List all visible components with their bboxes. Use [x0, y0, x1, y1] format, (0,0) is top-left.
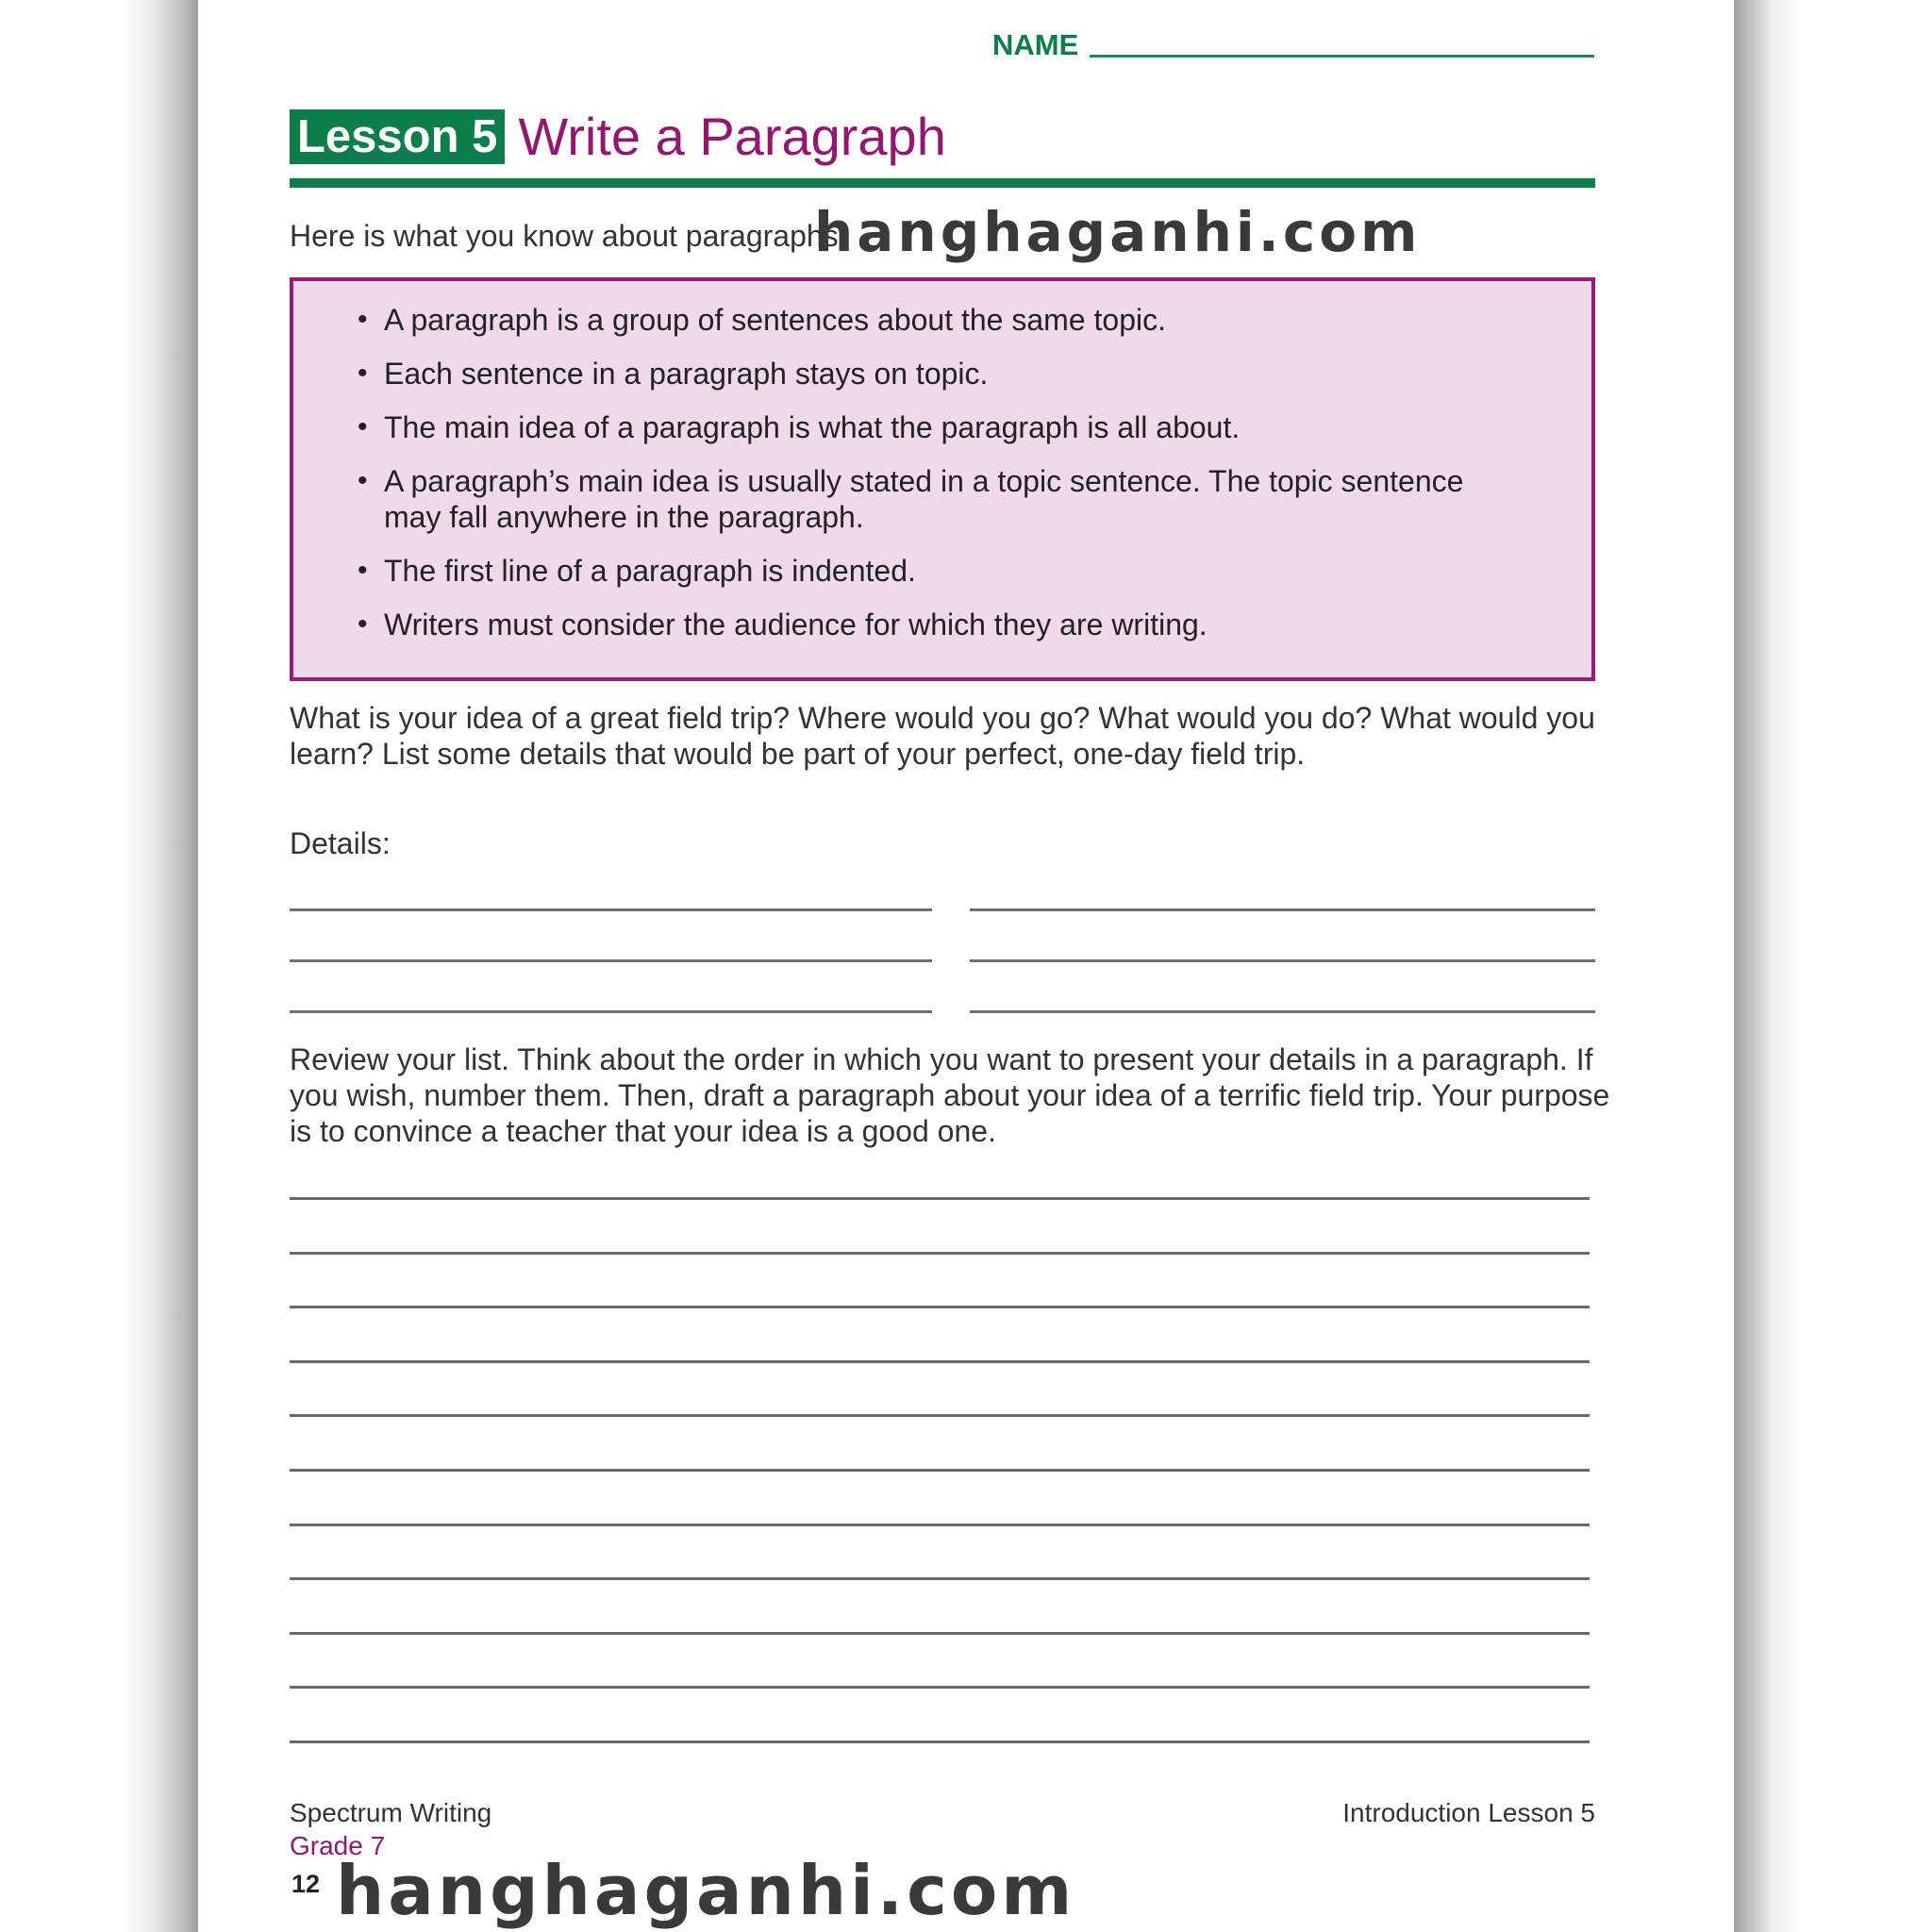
- watermark-bottom: hanghaganhi.com: [336, 1851, 1076, 1930]
- detail-write-line[interactable]: [970, 908, 1595, 911]
- paragraph-write-line[interactable]: [290, 1197, 1590, 1200]
- lesson-heading: [290, 109, 946, 164]
- paragraph-write-line[interactable]: [290, 1577, 1590, 1580]
- detail-write-line[interactable]: [970, 959, 1595, 962]
- detail-write-line[interactable]: [290, 959, 932, 962]
- paragraph-write-line[interactable]: [290, 1524, 1590, 1526]
- paragraph-write-line[interactable]: [290, 1740, 1590, 1743]
- watermark-top: hanghaganhi.com: [814, 200, 1422, 264]
- paragraph-write-line[interactable]: [290, 1252, 1590, 1255]
- name-write-line[interactable]: [1090, 55, 1594, 58]
- fact-item: • The first line of a paragraph is indented.: [358, 554, 916, 588]
- lesson-badge: Lesson 5: [290, 109, 505, 164]
- field-trip-prompt: What is your idea of a great field trip? Where would you go? What would you do? What would you learn? List some details that would be part of your perfect, one-day field trip.: [290, 701, 1595, 771]
- detail-write-line[interactable]: [970, 1010, 1595, 1013]
- page-number: 12: [291, 1870, 321, 1898]
- bullet-icon: •: [358, 358, 368, 389]
- page-shadow-left: [123, 0, 198, 1932]
- fact-item: • The main idea of a paragraph is what the paragraph is all about.: [358, 410, 1241, 444]
- paragraph-write-line[interactable]: [290, 1469, 1590, 1472]
- name-label: NAME: [992, 28, 1079, 61]
- detail-write-line[interactable]: [290, 908, 932, 911]
- paragraph-write-line[interactable]: [290, 1414, 1590, 1417]
- detail-write-line[interactable]: [290, 1010, 932, 1013]
- bullet-icon: •: [358, 608, 368, 640]
- title-divider: [290, 178, 1595, 188]
- paragraph-facts-list: [293, 281, 1591, 642]
- paragraph-write-line[interactable]: [290, 1632, 1590, 1635]
- fact-item: • Each sentence in a paragraph stays on topic.: [358, 357, 989, 391]
- page-shadow-right: [1734, 0, 1800, 1932]
- footer-grade: Grade 7: [290, 1831, 386, 1860]
- bullet-icon: •: [358, 465, 368, 496]
- paragraph-write-line[interactable]: [290, 1360, 1590, 1363]
- footer-book-title: Spectrum Writing: [290, 1798, 492, 1827]
- footer-section: Introduction Lesson 5: [1342, 1798, 1595, 1827]
- fact-item: • Writers must consider the audience for which they are writing.: [358, 608, 1208, 641]
- details-label: Details:: [290, 826, 391, 860]
- worksheet-page: [198, 0, 1734, 1932]
- draft-instructions: Review your list. Think about the order in which you want to present your details in a paragraph. If you wish, number them. Then, draft a paragraph about your idea of a terrific field trip. Your purpose is to convince a teacher that your idea is a good one.: [290, 1042, 1610, 1148]
- fact-item: • A paragraph’s main idea is usually stated in a topic sentence. The topic sentence may fall anywhere in the paragraph.: [358, 464, 1464, 534]
- bullet-icon: •: [358, 555, 368, 586]
- paragraph-facts-box: [290, 277, 1595, 681]
- bullet-icon: •: [358, 411, 368, 442]
- fact-item: • A paragraph is a group of sentences about the same topic.: [358, 303, 1166, 337]
- intro-text: Here is what you know about paragraphs.: [290, 219, 847, 253]
- paragraph-write-line[interactable]: [290, 1686, 1590, 1689]
- name-field[interactable]: [992, 30, 1594, 59]
- bullet-icon: •: [358, 304, 368, 335]
- lesson-title: Write a Paragraph: [518, 107, 946, 166]
- paragraph-write-line[interactable]: [290, 1306, 1590, 1308]
